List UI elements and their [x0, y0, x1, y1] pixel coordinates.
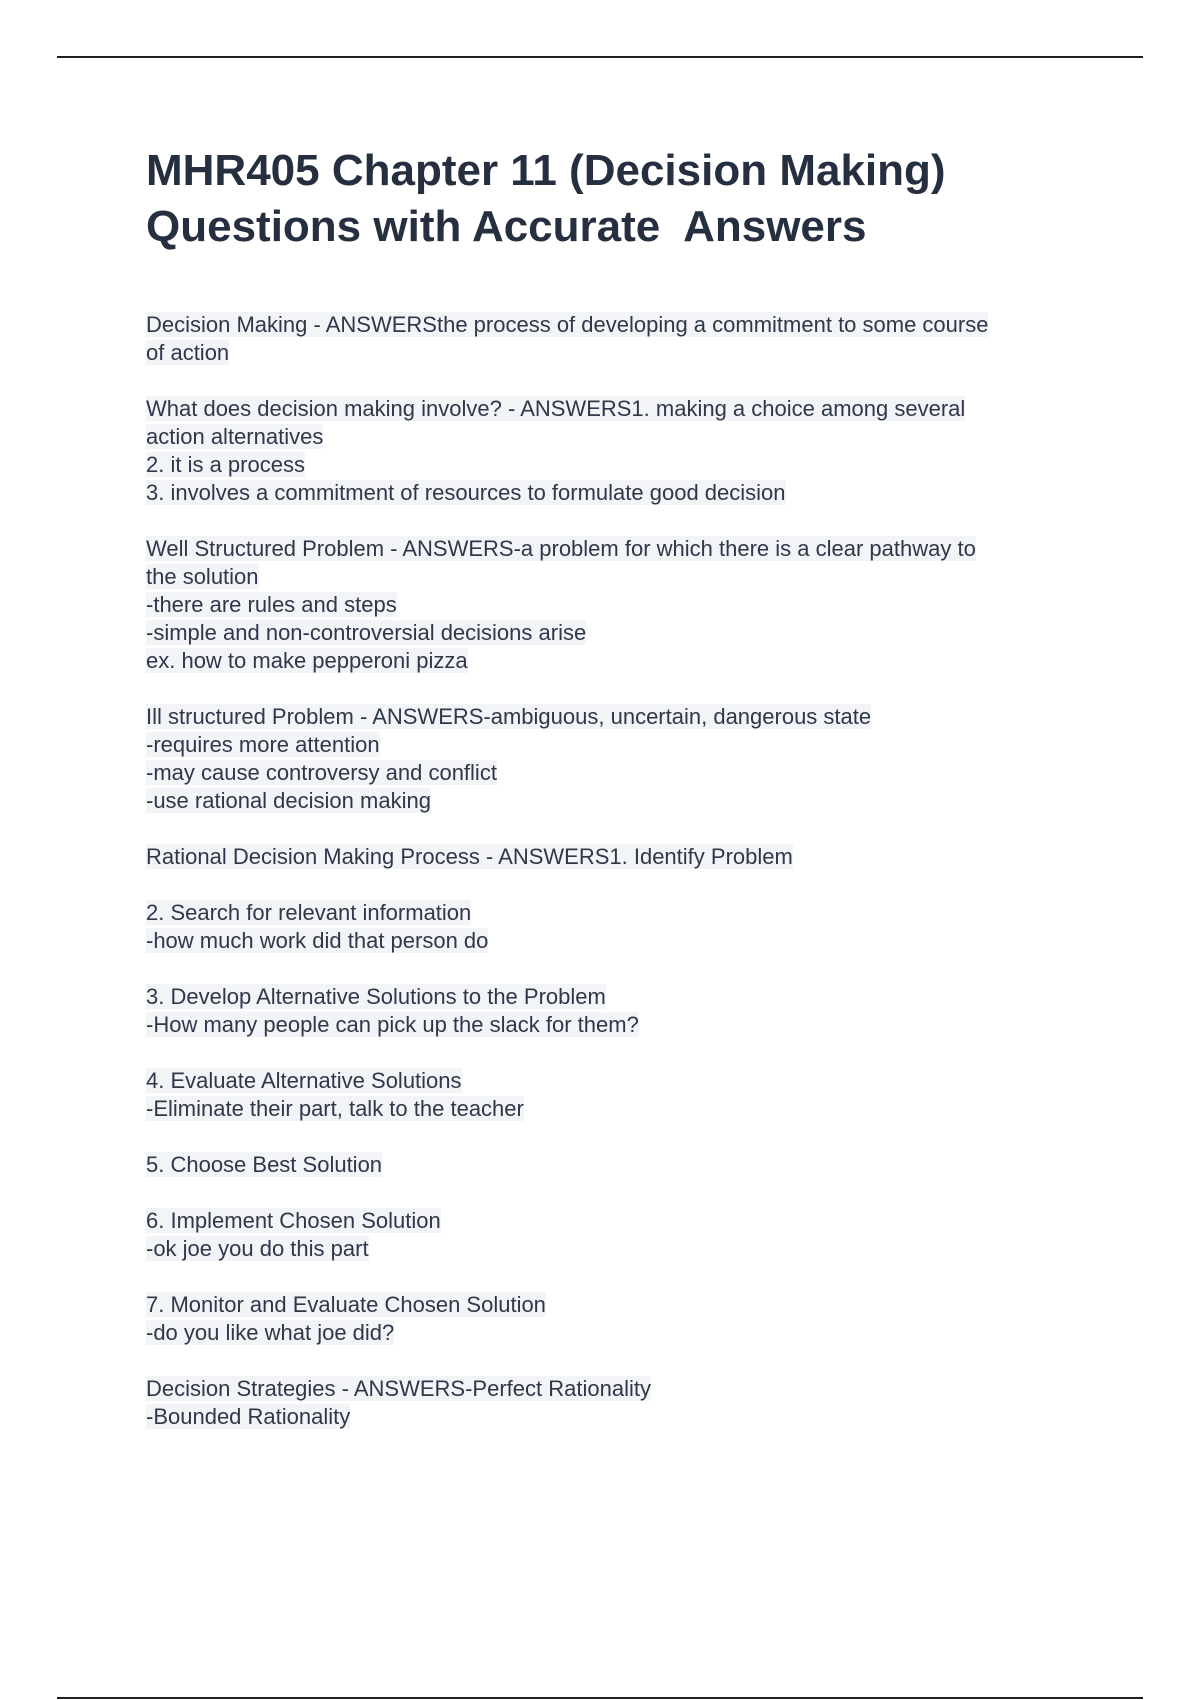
qa-line: -How many people can pick up the slack for them? — [146, 1012, 639, 1037]
qa-line-wrapper — [146, 1151, 1076, 1179]
qa-entry — [146, 1207, 1076, 1263]
qa-entry — [146, 1375, 1076, 1431]
qa-line-wrapper — [146, 395, 1076, 423]
qa-line-wrapper — [146, 423, 1076, 451]
qa-line-wrapper — [146, 1095, 1076, 1123]
title-line-1: MHR405 Chapter 11 (Decision Making) — [146, 146, 946, 195]
qa-line-wrapper — [146, 563, 1076, 591]
qa-line-wrapper — [146, 759, 1076, 787]
qa-line: the solution — [146, 564, 259, 589]
qa-line: action alternatives — [146, 424, 324, 449]
qa-line: 4. Evaluate Alternative Solutions — [146, 1068, 462, 1093]
qa-line: -simple and non-controversial decisions arise — [146, 620, 587, 645]
qa-entry — [146, 535, 1076, 675]
qa-line: 2. it is a process — [146, 452, 305, 477]
qa-line-wrapper — [146, 1011, 1076, 1039]
qa-line-wrapper — [146, 1403, 1076, 1431]
qa-line: 6. Implement Chosen Solution — [146, 1208, 441, 1233]
qa-line-wrapper — [146, 1207, 1076, 1235]
qa-line-wrapper — [146, 1291, 1076, 1319]
qa-line: 3. involves a commitment of resources to formulate good decision — [146, 480, 786, 505]
qa-line: Decision Strategies - ANSWERS-Perfect Rationality — [146, 1376, 651, 1401]
qa-line: Well Structured Problem - ANSWERS-a problem for which there is a clear pathway to — [146, 536, 976, 561]
qa-entry — [146, 1151, 1076, 1179]
qa-entry — [146, 843, 1076, 871]
qa-line: What does decision making involve? - ANSWERS1. making a choice among several — [146, 396, 966, 421]
qa-entry — [146, 703, 1076, 815]
qa-entry — [146, 311, 1076, 367]
qa-line-wrapper — [146, 899, 1076, 927]
qa-entry — [146, 1067, 1076, 1123]
qa-line-wrapper — [146, 1067, 1076, 1095]
qa-line-wrapper — [146, 311, 1076, 339]
qa-line: of action — [146, 340, 230, 365]
qa-line: 5. Choose Best Solution — [146, 1152, 383, 1177]
qa-line-wrapper — [146, 619, 1076, 647]
qa-line-wrapper — [146, 451, 1076, 479]
qa-line-wrapper — [146, 339, 1076, 367]
title-line-2: Questions with Accurate Answers — [146, 202, 867, 251]
qa-line-wrapper — [146, 1235, 1076, 1263]
qa-line-wrapper — [146, 535, 1076, 563]
qa-line-wrapper — [146, 983, 1076, 1011]
qa-line-wrapper — [146, 787, 1076, 815]
qa-line: -may cause controversy and conflict — [146, 760, 497, 785]
qa-line-wrapper — [146, 647, 1076, 675]
qa-entry — [146, 899, 1076, 955]
bottom-rule — [57, 1697, 1143, 1699]
qa-entry — [146, 983, 1076, 1039]
qa-line-wrapper — [146, 927, 1076, 955]
qa-line: Decision Making - ANSWERSthe process of developing a commitment to some course — [146, 312, 989, 337]
qa-line-wrapper — [146, 1319, 1076, 1347]
qa-line-wrapper — [146, 1375, 1076, 1403]
qa-line: -requires more attention — [146, 732, 380, 757]
qa-line-wrapper — [146, 843, 1076, 871]
qa-entry — [146, 395, 1076, 507]
qa-line: ex. how to make pepperoni pizza — [146, 648, 468, 673]
qa-line: -ok joe you do this part — [146, 1236, 369, 1261]
qa-line: Rational Decision Making Process - ANSWERS1. Identify Problem — [146, 844, 793, 869]
qa-line: -Eliminate their part, talk to the teacher — [146, 1096, 524, 1121]
qa-list — [146, 311, 1076, 1459]
qa-line: 3. Develop Alternative Solutions to the Problem — [146, 984, 606, 1009]
qa-line: 2. Search for relevant information — [146, 900, 472, 925]
top-rule — [57, 56, 1143, 58]
qa-entry — [146, 1291, 1076, 1347]
qa-line: -do you like what joe did? — [146, 1320, 395, 1345]
qa-line-wrapper — [146, 703, 1076, 731]
qa-line: -use rational decision making — [146, 788, 431, 813]
qa-line: Ill structured Problem - ANSWERS-ambiguous, uncertain, dangerous state — [146, 704, 872, 729]
qa-line: 7. Monitor and Evaluate Chosen Solution — [146, 1292, 546, 1317]
qa-line-wrapper — [146, 731, 1076, 759]
qa-line: -there are rules and steps — [146, 592, 397, 617]
qa-line: -Bounded Rationality — [146, 1404, 351, 1429]
qa-line-wrapper — [146, 591, 1076, 619]
qa-line-wrapper — [146, 479, 1076, 507]
page-title — [146, 143, 1106, 255]
qa-line: -how much work did that person do — [146, 928, 489, 953]
